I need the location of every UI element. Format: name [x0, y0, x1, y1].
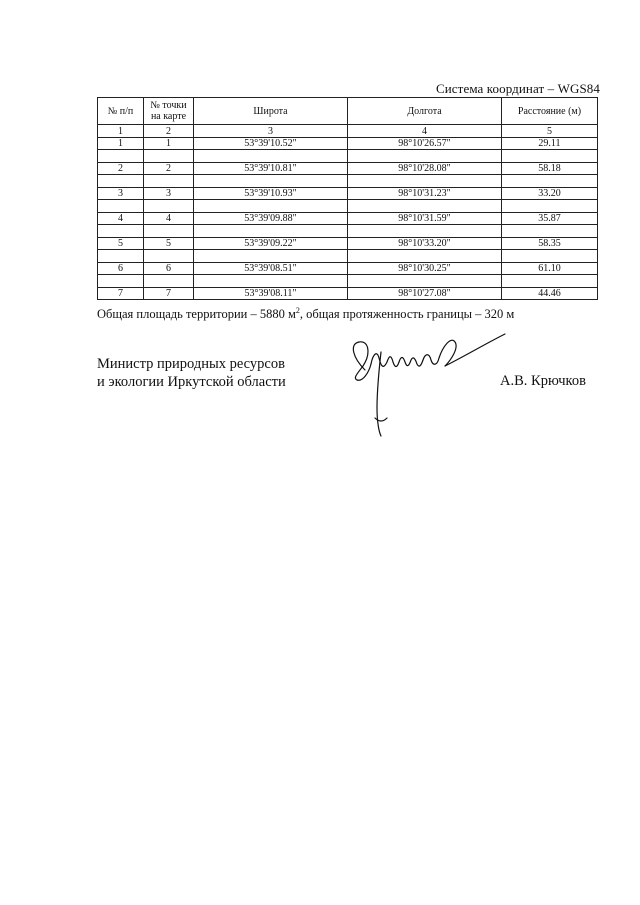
boundary-length-text: , общая протяженность границы – 320 м	[299, 307, 515, 322]
spacer-cell	[144, 275, 194, 288]
cell-point: 2	[144, 163, 194, 175]
spacer-cell	[98, 250, 144, 263]
cell-lat: 53°39'09.22"	[194, 238, 348, 250]
cell-num: 3	[98, 188, 144, 200]
cell-dist: 58.35	[502, 238, 598, 250]
spacer-cell	[194, 225, 348, 238]
spacer-cell	[348, 175, 502, 188]
area-summary	[97, 306, 597, 322]
column-index-row	[98, 125, 598, 138]
cell-lon: 98°10'31.59"	[348, 213, 502, 225]
header-latitude: Широта	[194, 98, 348, 125]
cell-dist: 29.11	[502, 138, 598, 150]
index-cell: 2	[144, 125, 194, 138]
spacer-cell	[98, 200, 144, 213]
spacer-cell	[144, 250, 194, 263]
spacer-cell	[502, 150, 598, 163]
coordinates-table	[97, 97, 598, 300]
cell-dist: 35.87	[502, 213, 598, 225]
table-row	[98, 163, 598, 175]
spacer-row	[98, 250, 598, 263]
signatory-title-line1: Министр природных ресурсов	[97, 356, 285, 372]
cell-point: 7	[144, 288, 194, 300]
spacer-cell	[502, 250, 598, 263]
cell-lat: 53°39'10.81"	[194, 163, 348, 175]
table-row	[98, 138, 598, 150]
spacer-cell	[502, 175, 598, 188]
cell-point: 3	[144, 188, 194, 200]
spacer-row	[98, 275, 598, 288]
cell-num: 5	[98, 238, 144, 250]
index-cell: 5	[502, 125, 598, 138]
cell-lat: 53°39'08.11"	[194, 288, 348, 300]
signer-name: А.В. Крючков	[500, 373, 586, 389]
header-point-line2: на карте	[150, 111, 187, 122]
spacer-cell	[144, 175, 194, 188]
cell-lat: 53°39'09.88"	[194, 213, 348, 225]
spacer-cell	[348, 200, 502, 213]
cell-num: 4	[98, 213, 144, 225]
spacer-cell	[502, 200, 598, 213]
spacer-cell	[348, 225, 502, 238]
header-distance: Расстояние (м)	[502, 98, 598, 125]
table-row	[98, 238, 598, 250]
spacer-cell	[144, 150, 194, 163]
table-row	[98, 188, 598, 200]
cell-point: 1	[144, 138, 194, 150]
signatory-title	[97, 355, 286, 391]
signatory-title-line2: и экологии Иркутской области	[97, 374, 286, 390]
spacer-row	[98, 225, 598, 238]
spacer-row	[98, 150, 598, 163]
cell-lon: 98°10'28.08"	[348, 163, 502, 175]
cell-lat: 53°39'08.51"	[194, 263, 348, 275]
index-cell: 3	[194, 125, 348, 138]
spacer-cell	[194, 150, 348, 163]
cell-dist: 33.20	[502, 188, 598, 200]
cell-lon: 98°10'33.20"	[348, 238, 502, 250]
index-cell: 4	[348, 125, 502, 138]
spacer-cell	[348, 275, 502, 288]
spacer-row	[98, 175, 598, 188]
spacer-cell	[194, 200, 348, 213]
index-cell: 1	[98, 125, 144, 138]
spacer-cell	[502, 275, 598, 288]
cell-lon: 98°10'27.08"	[348, 288, 502, 300]
handwritten-signature-icon	[335, 322, 515, 442]
cell-lat: 53°39'10.93"	[194, 188, 348, 200]
cell-lon: 98°10'26.57"	[348, 138, 502, 150]
cell-dist: 58.18	[502, 163, 598, 175]
table-row	[98, 263, 598, 275]
spacer-cell	[194, 250, 348, 263]
spacer-cell	[144, 225, 194, 238]
cell-point: 4	[144, 213, 194, 225]
cell-point: 6	[144, 263, 194, 275]
cell-num: 2	[98, 163, 144, 175]
spacer-cell	[348, 250, 502, 263]
cell-point: 5	[144, 238, 194, 250]
cell-num: 6	[98, 263, 144, 275]
spacer-cell	[144, 200, 194, 213]
spacer-cell	[98, 275, 144, 288]
header-num: № п/п	[98, 98, 144, 125]
cell-lat: 53°39'10.52"	[194, 138, 348, 150]
cell-num: 1	[98, 138, 144, 150]
cell-dist: 61.10	[502, 263, 598, 275]
table-row	[98, 213, 598, 225]
spacer-row	[98, 200, 598, 213]
table-header-row	[98, 98, 598, 125]
cell-dist: 44.46	[502, 288, 598, 300]
spacer-cell	[98, 225, 144, 238]
cell-lon: 98°10'31.23"	[348, 188, 502, 200]
area-unit-superscript: 2	[295, 306, 300, 315]
spacer-cell	[348, 150, 502, 163]
spacer-cell	[194, 175, 348, 188]
header-longitude: Долгота	[348, 98, 502, 125]
spacer-cell	[98, 150, 144, 163]
cell-num: 7	[98, 288, 144, 300]
cell-lon: 98°10'30.25"	[348, 263, 502, 275]
spacer-cell	[502, 225, 598, 238]
area-summary-text: Общая площадь территории – 5880 м	[97, 307, 296, 322]
spacer-cell	[98, 175, 144, 188]
coordinate-system-label: Система координат – WGS84	[435, 81, 600, 96]
header-point	[144, 98, 194, 125]
header-point-line1: № точки	[150, 100, 187, 111]
table-body	[98, 125, 598, 300]
table-row	[98, 288, 598, 300]
spacer-cell	[194, 275, 348, 288]
